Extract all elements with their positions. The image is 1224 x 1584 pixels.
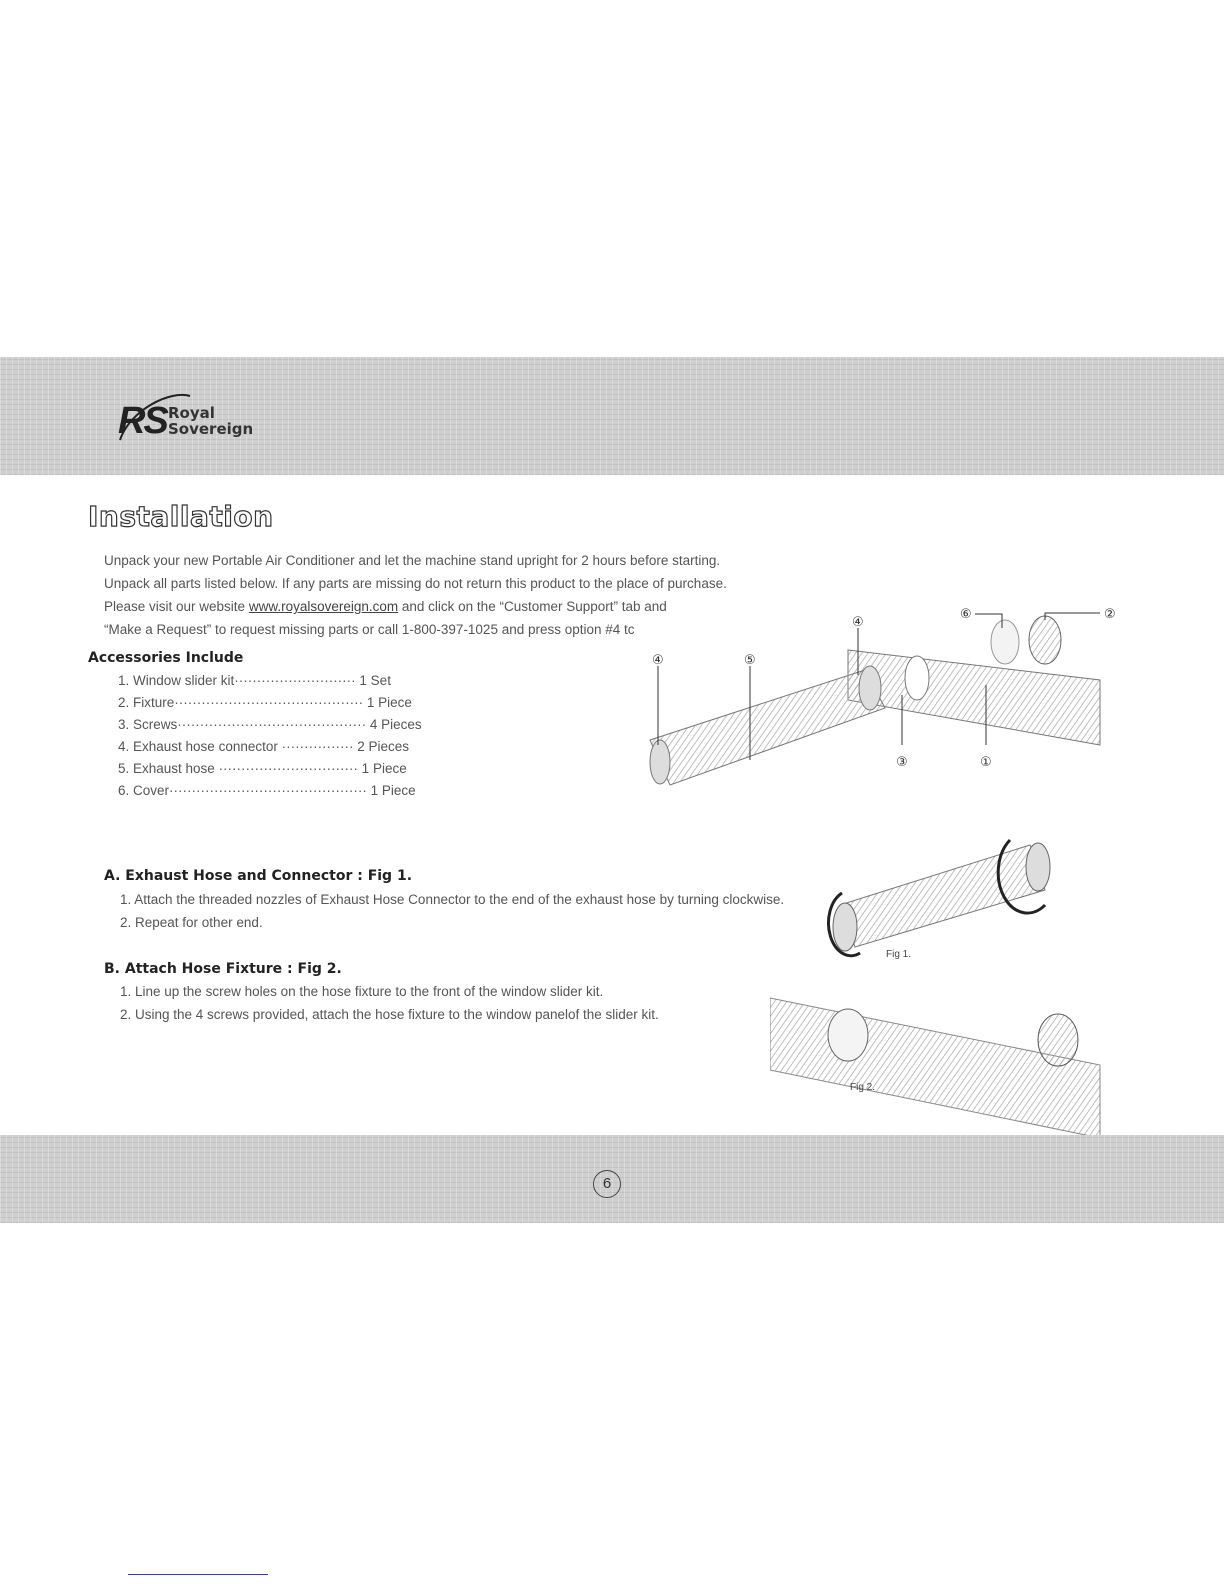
logo-name-line2: Sovereign xyxy=(168,420,254,438)
list-item: 2. Fixture·········································· 1 Piece xyxy=(118,695,412,710)
page-title: Installation xyxy=(88,500,274,533)
exhaust-hose xyxy=(650,670,885,785)
callout-6: ⑥ xyxy=(960,607,972,622)
list-item: 1. Window slider kit··························· 1 Set xyxy=(118,673,391,688)
list-item: 4. Exhaust hose connector ················ 2 Pieces xyxy=(118,739,410,754)
fig1-caption: Fig 1. xyxy=(886,949,912,960)
fig2-fixture-hole xyxy=(828,1009,868,1061)
parts-illustration xyxy=(630,600,1130,810)
fixture-part xyxy=(1029,616,1061,664)
section-a-steps xyxy=(120,888,784,934)
intro-line-2: Unpack all parts listed below. If any parts are missing do not return this product to the place of purchase. xyxy=(104,576,727,591)
intro-line-3-suffix: and click on the “Customer Support” tab and xyxy=(398,599,667,614)
section-b-steps xyxy=(120,980,659,1026)
hose-connector-left xyxy=(650,740,670,784)
list-item: 6. Cover············································ 1 Piece xyxy=(118,783,416,798)
callout-5: ⑤ xyxy=(744,653,756,668)
section-b-heading: B. Attach Hose Fixture : Fig 2. xyxy=(104,961,342,977)
accessories-list xyxy=(118,670,422,802)
callout-2: ② xyxy=(1104,607,1116,622)
figure-1 xyxy=(820,835,1070,970)
fig2-hose-fixture xyxy=(1038,1014,1078,1066)
logo-name-line1: Royal xyxy=(168,404,215,422)
royal-sovereign-logo xyxy=(110,390,270,450)
accessories-heading: Accessories Include xyxy=(88,650,244,666)
fig1-connector-right xyxy=(1026,843,1050,891)
page-number: 6 xyxy=(593,1170,621,1198)
window-slider-kit xyxy=(848,650,1100,745)
footer-rule xyxy=(128,1574,268,1575)
fig1-connector-left xyxy=(833,903,857,951)
list-item: 2. Repeat for other end. xyxy=(120,915,263,930)
list-item: 1. Attach the threaded nozzles of Exhaust Hose Connector to the end of the exhaust hose by turning clockwise. xyxy=(120,892,785,907)
website-link[interactable]: www.royalsovereign.com xyxy=(248,599,399,614)
callout-3: ③ xyxy=(896,755,908,770)
intro-line-3-prefix: Please visit our website xyxy=(104,599,249,614)
figure-2 xyxy=(770,990,1115,1150)
intro-line-4: “Make a Request” to request missing parts or call 1-800-397-1025 and press option #4 tc xyxy=(104,622,635,637)
fig2-caption: Fig 2. xyxy=(850,1082,876,1093)
logo-mark: RS xyxy=(118,400,167,442)
list-item: 2. Using the 4 screws provided, attach the hose fixture to the window panelof the slider kit. xyxy=(120,1007,659,1022)
section-a-heading: A. Exhaust Hose and Connector : Fig 1. xyxy=(104,868,413,884)
cover-part xyxy=(991,620,1019,664)
callout-1: ① xyxy=(980,755,992,770)
hose-connector-right xyxy=(859,666,881,710)
list-item: 5. Exhaust hose ······························· 1 Piece xyxy=(118,761,407,776)
callout-4-left: ④ xyxy=(652,653,664,668)
intro-line-1: Unpack your new Portable Air Conditioner and let the machine stand upright for 2 hours before starting. xyxy=(104,553,721,568)
list-item: 1. Line up the screw holes on the hose fixture to the front of the window slider kit. xyxy=(120,984,604,999)
callout-4-right: ④ xyxy=(852,615,864,630)
fig1-hose xyxy=(840,845,1045,947)
list-item: 3. Screws·········································· 4 Pieces xyxy=(118,717,422,732)
fixture-hole xyxy=(905,656,929,700)
